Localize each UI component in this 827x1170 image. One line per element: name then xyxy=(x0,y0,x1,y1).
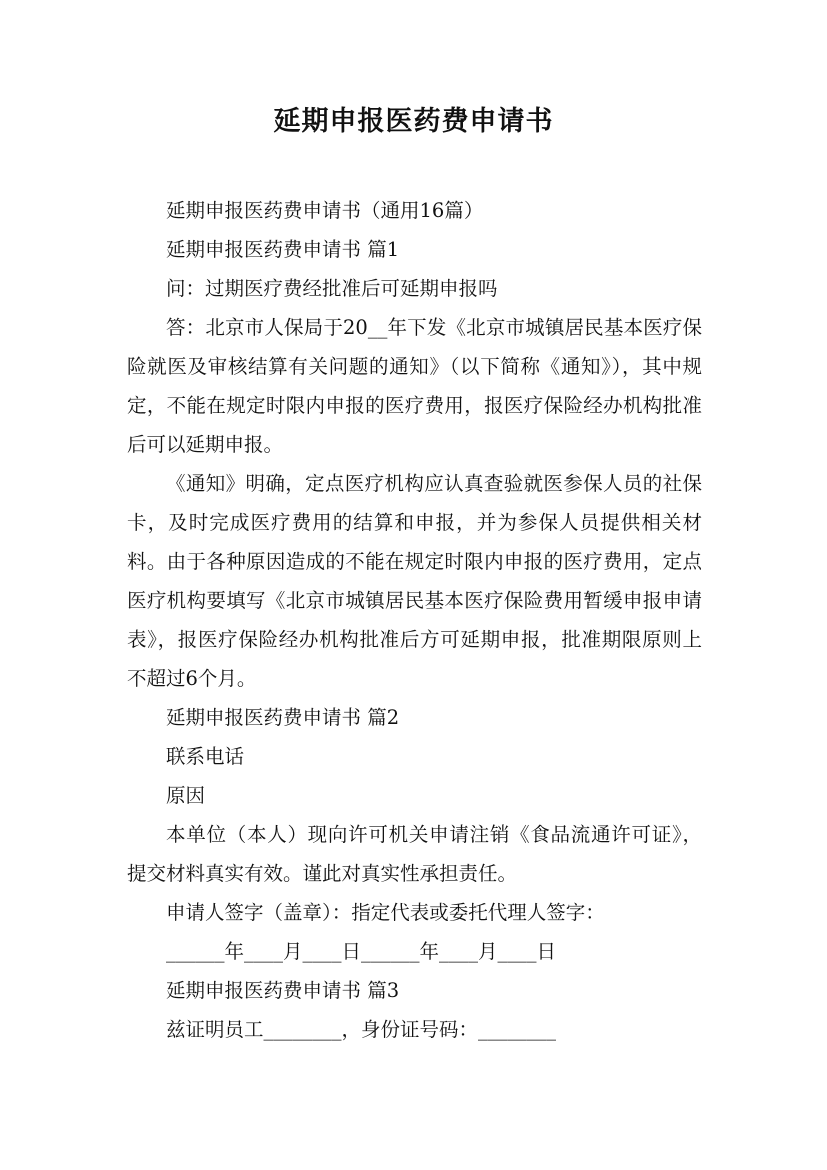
section-heading-3: 延期申报医药费申请书 篇3 xyxy=(166,979,400,1002)
paragraph-reason: 原因 xyxy=(166,784,206,807)
document-title: 延期申报医药费申请书 xyxy=(273,106,554,137)
paragraph-question: 问：过期医疗费经批准后可延期申报吗 xyxy=(166,277,498,300)
paragraph-notice-details: 《通知》明确，定点医疗机构应认真查验就医参保人员的社保卡，及时完成医疗费用的结算和申报，并为参保人员提供相关材料。由于各种原因造成的不能在规定时限内申报的医疗费用，定点医疗机构要填写《北京市城镇居民基本医疗保险费用暂缓申报申请表》，报医疗保险经办机构批准后方可延期申报，批准期限原则上不超过6个月。 xyxy=(127,472,702,690)
paragraph-answer: 答：北京市人保局于20__年下发《北京市城镇居民基本医疗保险就医及审核结算有关问题的通知》（以下简称《通知》），其中规定，不能在规定时限内申报的医疗费用，报医疗保险经办机构批准后可以延期申报。 xyxy=(127,316,702,456)
document-body xyxy=(127,191,702,1049)
paragraph-contact-phone: 联系电话 xyxy=(166,745,245,768)
paragraph-date-line: ______年____月____日______年____月____日 xyxy=(166,940,557,963)
paragraph-employee-certification: 兹证明员工________，身份证号码：________ xyxy=(166,1018,557,1041)
paragraph-collection-title: 延期申报医药费申请书（通用16篇） xyxy=(166,199,484,222)
section-heading-2: 延期申报医药费申请书 篇2 xyxy=(166,706,400,729)
paragraph-cancellation-statement: 本单位（本人）现向许可机关申请注销《食品流通许可证》，提交材料真实有效。谨此对真实性承担责任。 xyxy=(127,823,702,885)
paragraph-signature-line: 申请人签字（盖章）：指定代表或委托代理人签字： xyxy=(166,901,605,924)
section-heading-1: 延期申报医药费申请书 篇1 xyxy=(166,238,400,261)
